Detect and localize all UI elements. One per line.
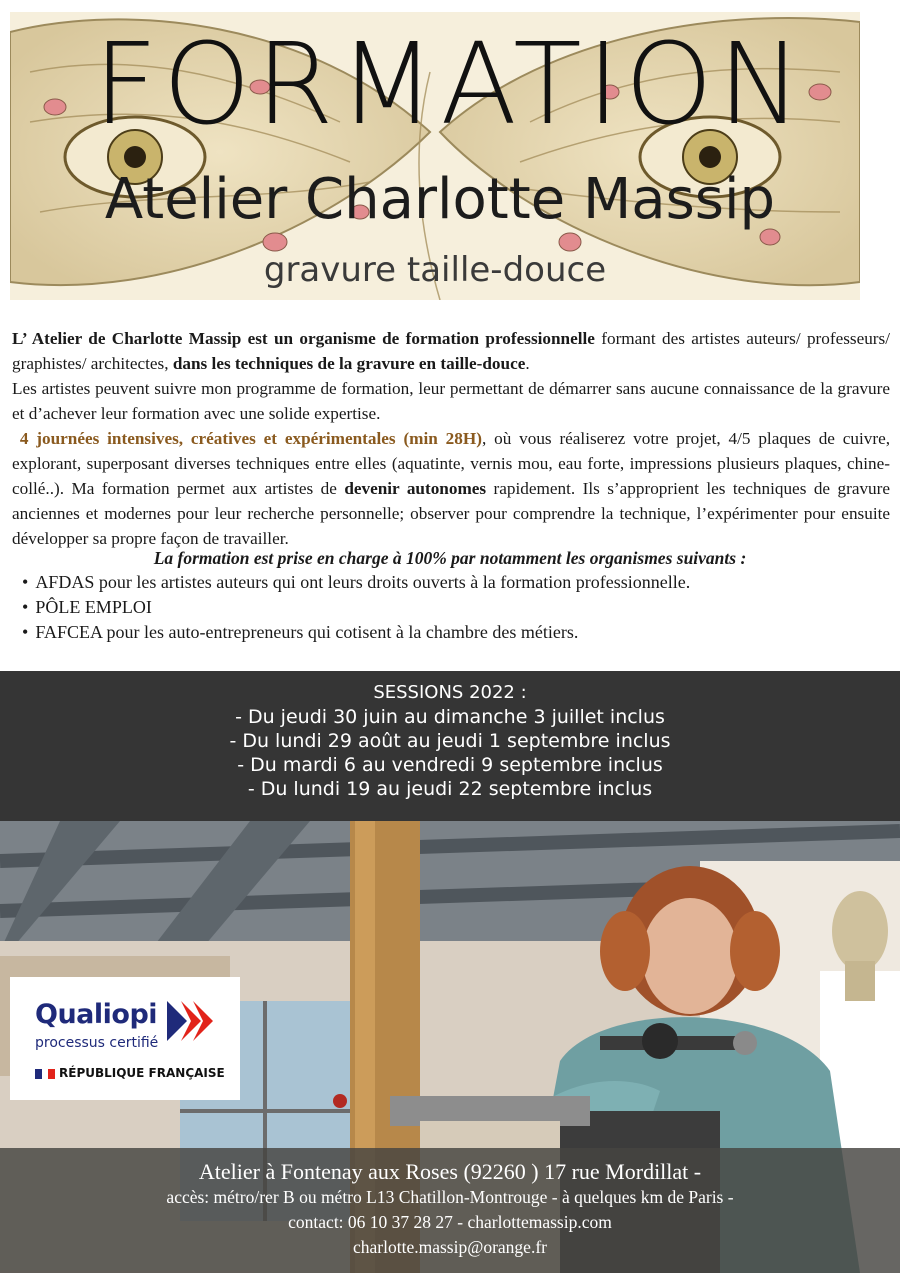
header-tagline: gravure taille-douce	[263, 250, 607, 290]
intro-text-3: , où vous réaliserez votre projet, 4/5 plaques de cuivre, explorant, superposant diverses techniques entre elles (aquatinte, vernis mou, eau forte, impressions plusieurs plaques, chine-collé..). Ma formation permet aux artistes de	[12, 429, 891, 498]
header-title: FORMATION	[93, 20, 807, 150]
funding-item: • PÔLE EMPLOI	[22, 595, 690, 620]
qualiopi-arrows-icon	[167, 1001, 217, 1041]
intro-highlight: 4 journées intensives, créatives et expérimentales (min 28H)	[19, 429, 482, 448]
qualiopi-subtitle: processus certifié	[35, 1035, 159, 1051]
intro-section	[12, 326, 890, 551]
footer-contact-phone-site[interactable]: contact: 06 10 37 28 27 - charlottemassip.com	[288, 1212, 612, 1232]
funding-item: • AFDAS pour les artistes auteurs qui ont leurs droits ouverts à la formation professionnelle.	[22, 570, 690, 595]
intro-paragraph-3	[12, 426, 890, 551]
intro-text-4: rapidement. Ils s’approprient les techniques de gravure anciennes et modernes pour leur recherche personnelle; observer pour comprendre la technique, l’expérimenter pour ensuite développer sa propre façon de travailler.	[12, 479, 890, 548]
intro-bold-2: dans les techniques de la gravure en taille-douce	[172, 354, 526, 373]
intro-text-2: .	[525, 354, 530, 373]
funding-item: • FAFCEA pour les auto-entrepreneurs qui cotisent à la chambre des métiers.	[22, 620, 690, 645]
footer-email-link[interactable]: charlotte.massip@orange.fr	[353, 1237, 547, 1257]
session-item: - Du mardi 6 au vendredi 9 septembre inclus	[237, 754, 663, 776]
republique-francaise-text: RÉPUBLIQUE FRANÇAISE	[59, 1066, 225, 1080]
header-subtitle: Atelier Charlotte Massip	[104, 167, 776, 232]
header-banner	[0, 0, 900, 310]
intro-text-1: formant des artistes auteurs/ professeurs/ graphistes/ architectes,	[12, 329, 890, 373]
republique-francaise-label	[35, 1066, 225, 1080]
intro-bold-1: L’ Atelier de Charlotte Massip est un organisme de formation professionnelle	[12, 329, 595, 348]
funding-list	[22, 570, 690, 645]
footer-contact	[0, 1148, 900, 1273]
intro-bold-3: devenir autonomes	[344, 479, 487, 498]
intro-paragraph-2: Les artistes peuvent suivre mon programme de formation, leur permettant de démarrer sans aucune connaissance de la gravure et d’achever leur formation avec une solide expertise.	[12, 379, 890, 423]
session-item: - Du jeudi 30 juin au dimanche 3 juillet inclus	[235, 706, 665, 728]
sessions-band	[0, 671, 900, 821]
qualiopi-wordmark: Qualiopi	[35, 999, 158, 1030]
french-flag-icon	[35, 1069, 55, 1079]
session-item: - Du lundi 19 au jeudi 22 septembre inclus	[247, 778, 653, 800]
sessions-title: SESSIONS 2022 :	[373, 682, 527, 703]
session-item: - Du lundi 29 août au jeudi 1 septembre inclus	[229, 730, 671, 752]
qualiopi-badge	[10, 977, 240, 1100]
footer-access: accès: métro/rer B ou métro L13 Chatillon-Montrouge - à quelques km de Paris -	[166, 1187, 734, 1207]
intro-paragraph-1	[12, 326, 890, 376]
funding-title: La formation est prise en charge à 100% par notamment les organismes suivants :	[153, 548, 747, 568]
footer-address: Atelier à Fontenay aux Roses (92260 ) 17 rue Mordillat -	[198, 1159, 702, 1184]
